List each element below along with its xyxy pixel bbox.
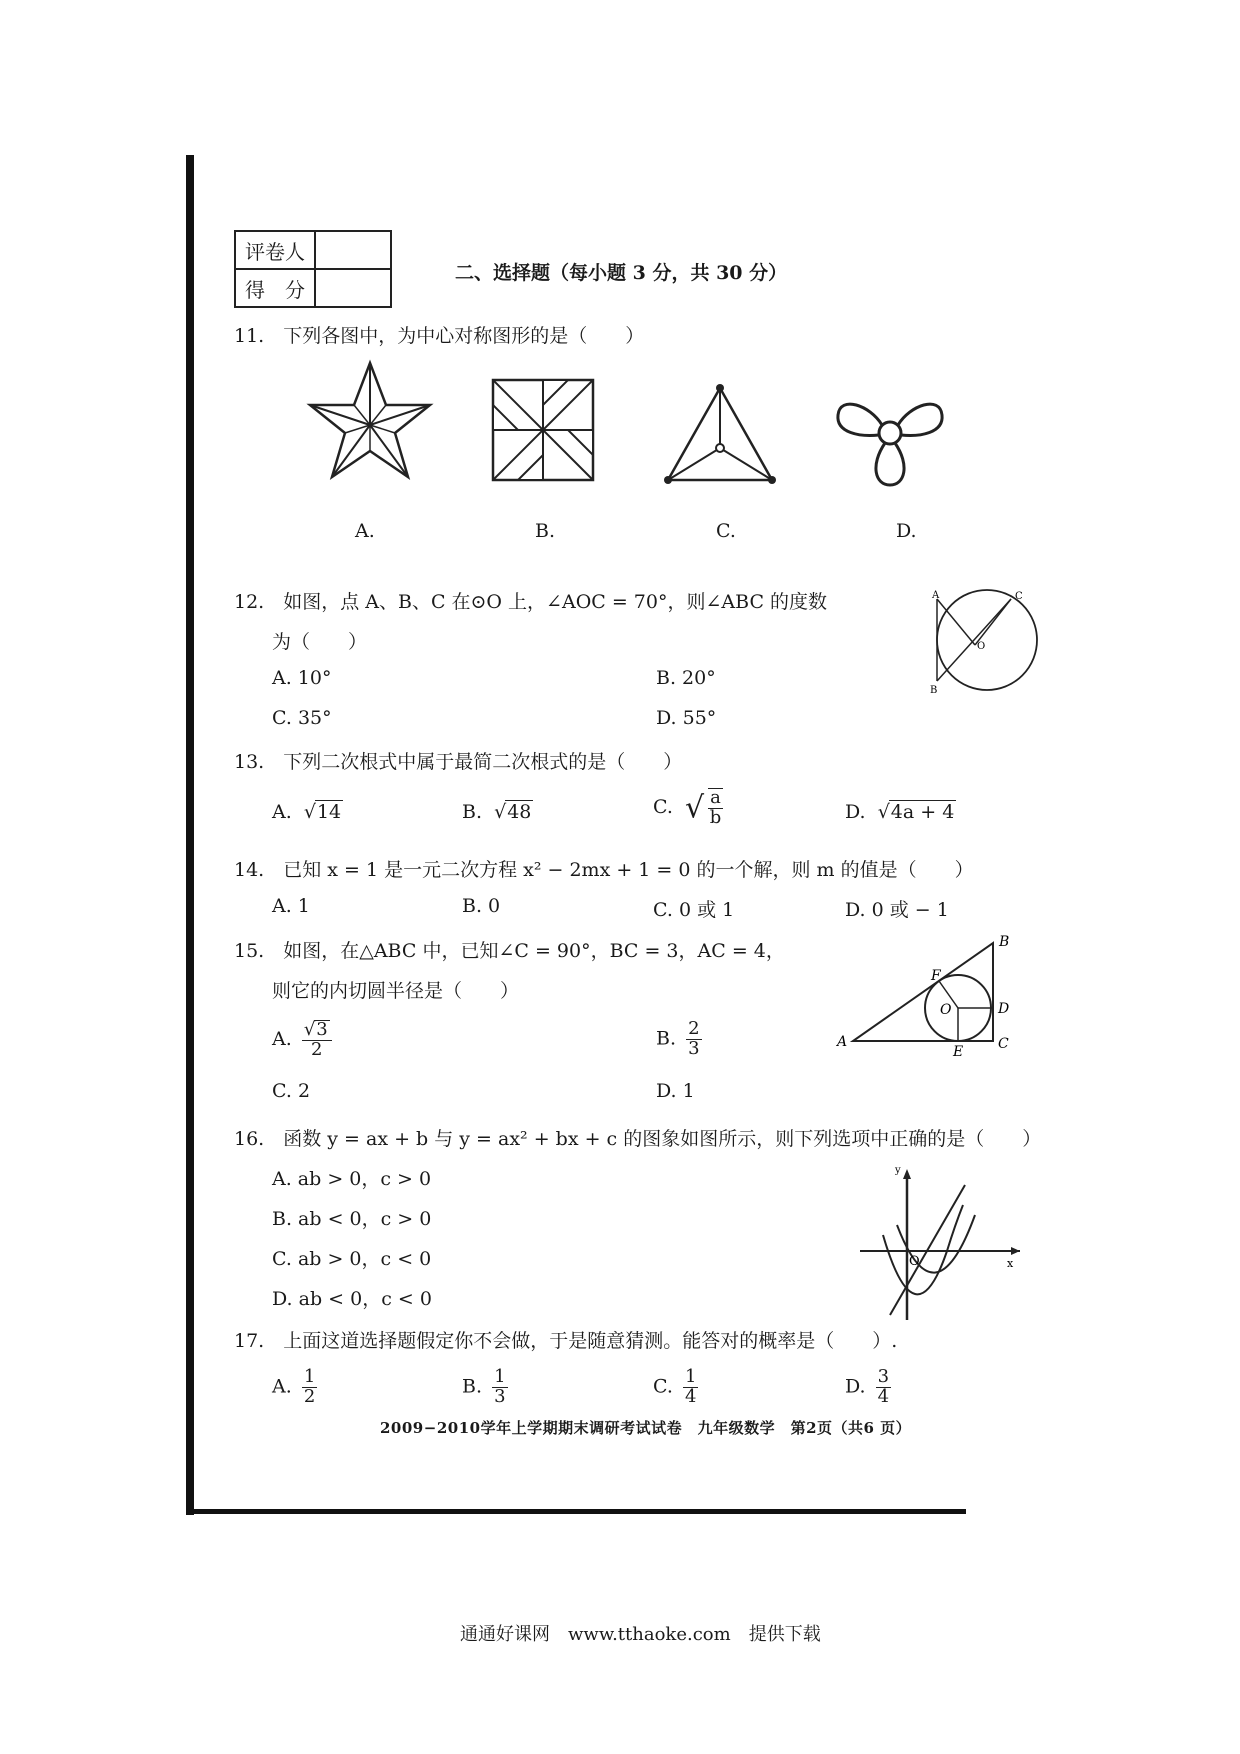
q15-b-numerator: 2 [688, 1018, 700, 1039]
q17-b-denominator: 3 [494, 1385, 506, 1407]
q16-label-o: O [909, 1254, 920, 1269]
q17-c-label: C. [653, 1375, 673, 1398]
q15-label-a: A [837, 1034, 848, 1050]
grader-table [234, 230, 392, 308]
q14-stem: 14. 已知 x = 1 是一元二次方程 x² − 2mx + 1 = 0 的一个解，则 m 的值是（ ） [234, 859, 974, 881]
q15-label-b: B [999, 934, 1010, 950]
section-title: 二、选择题（每小题 3 分，共 30 分） [455, 262, 788, 284]
scan-border-bottom [186, 1509, 966, 1514]
q17-a-numerator: 1 [303, 1366, 316, 1387]
q13-option-d[interactable]: D. √4a + 4 [845, 801, 955, 823]
q11-stem: 11. 下列各图中，为中心对称图形的是（ ） [234, 325, 645, 347]
q15-triangle-figure [825, 928, 1025, 1058]
q13-option-a[interactable]: A. √14 [272, 801, 342, 823]
grader-blank[interactable] [315, 231, 391, 269]
q16-label-x: x [1007, 1257, 1014, 1270]
q16-option-a[interactable]: A. ab > 0，c > 0 [272, 1168, 432, 1190]
score-label: 得 分 [235, 269, 315, 307]
q12-label-o: O [977, 641, 986, 652]
q11-label-c: C. [716, 520, 736, 542]
q17-option-d[interactable] [845, 1368, 891, 1407]
q17-c-numerator: 1 [684, 1366, 697, 1387]
q13-c-numerator: a [710, 787, 721, 808]
q16-stem: 16. 函数 y = ax + b 与 y = ax² + bx + c 的图象如图所示，则下列选项中正确的是（ ） [234, 1128, 1042, 1150]
q17-b-label: B. [462, 1375, 483, 1398]
q14-option-b[interactable]: B. 0 [462, 895, 501, 917]
q12-label-b: B [930, 685, 938, 695]
q17-a-label: A. [272, 1375, 292, 1398]
q14-option-d[interactable]: D. 0 或 − 1 [845, 899, 949, 921]
q17-option-b[interactable] [462, 1368, 508, 1407]
page-footer: 2009−2010学年上学期期末调研考试试卷 九年级数学 第2页（共6 页） [380, 1419, 912, 1437]
q12-option-c[interactable]: C. 35° [272, 707, 332, 729]
q11-figure-fan [830, 385, 950, 495]
q15-b-denominator: 3 [688, 1037, 700, 1059]
q15-option-a[interactable]: A. $\frac{√3}{2}$ [272, 1020, 332, 1060]
q17-a-denominator: 2 [303, 1385, 316, 1407]
q13-option-b[interactable]: B. √48 [462, 801, 532, 823]
q15-stem-line2: 则它的内切圆半径是（ ） [272, 980, 520, 1002]
q12-option-a[interactable]: A. 10° [272, 667, 332, 689]
q13-c-denominator: b [709, 806, 722, 828]
q16-option-d[interactable]: D. ab < 0，c < 0 [272, 1288, 432, 1310]
q16-option-c[interactable]: C. ab > 0，c < 0 [272, 1248, 432, 1270]
q17-d-denominator: 4 [877, 1385, 890, 1407]
q12-label-c: C [1015, 591, 1023, 602]
q13-stem: 13. 下列二次根式中属于最简二次根式的是（ ） [234, 751, 683, 773]
q15-label-d: D [998, 1001, 1010, 1017]
q16-option-b[interactable]: B. ab < 0，c > 0 [272, 1208, 432, 1230]
q15-option-d[interactable]: D. 1 [656, 1080, 695, 1102]
q17-option-c[interactable] [653, 1368, 698, 1407]
q13-b-radicand: 48 [507, 801, 532, 823]
q11-label-d: D. [896, 520, 917, 542]
q13-c-label: C. [653, 795, 673, 818]
q12-option-d[interactable]: D. 55° [656, 707, 717, 729]
q17-d-numerator: 3 [877, 1366, 890, 1387]
q11-label-b: B. [535, 520, 556, 542]
q14-option-a[interactable]: A. 1 [272, 895, 310, 917]
q11-figure-triangle [660, 380, 780, 490]
q15-label-e: E [953, 1044, 964, 1058]
q13-b-label: B. [462, 801, 483, 823]
q13-d-radicand: 4a + 4 [890, 801, 955, 823]
q15-label-f: F [931, 968, 941, 984]
q15-stem-line1: 15. 如图，在△ABC 中，已知∠C = 90°，BC = 3，AC = 4， [234, 940, 785, 962]
q13-a-radicand: 14 [316, 801, 342, 823]
q11-figure-star [300, 355, 440, 490]
q13-option-c[interactable]: C. √ $\frac{a}{b}$ [653, 787, 722, 828]
download-watermark: 通通好课网 www.tthaoke.com 提供下载 [460, 1624, 821, 1645]
q17-b-numerator: 1 [494, 1366, 506, 1387]
q17-d-label: D. [845, 1375, 866, 1398]
q17-option-a[interactable] [272, 1368, 317, 1407]
q16-label-y: y [895, 1165, 901, 1176]
q15-option-c[interactable]: C. 2 [272, 1080, 311, 1102]
q15-a-denominator: 2 [311, 1038, 323, 1060]
q12-stem-line1: 12. 如图，点 A、B、C 在⊙O 上，∠AOC = 70°，则∠ABC 的度数 [234, 591, 828, 613]
q13-a-label: A. [272, 801, 292, 823]
q12-stem-line2: 为（ ） [272, 631, 368, 653]
q15-b-label: B. [656, 1027, 677, 1050]
q15-a-label: A. [272, 1027, 292, 1050]
q12-circle-figure [915, 585, 1065, 695]
q17-stem: 17. 上面这道选择题假定你不会做，于是随意猜测。能答对的概率是（ ）. [234, 1330, 898, 1352]
q14-option-c[interactable]: C. 0 或 1 [653, 899, 735, 921]
q15-label-o: O [940, 1002, 952, 1018]
q12-label-a: A [932, 590, 940, 601]
score-blank[interactable] [315, 269, 391, 307]
q11-figure-pinwheel [488, 375, 598, 485]
q17-c-denominator: 4 [684, 1385, 697, 1407]
grader-label: 评卷人 [235, 231, 315, 269]
scan-border-left [186, 155, 194, 1515]
q15-a-numerator: 3 [316, 1019, 328, 1040]
q12-option-b[interactable]: B. 20° [656, 667, 716, 689]
q11-label-a: A. [355, 520, 375, 542]
q16-graph-figure [855, 1165, 1025, 1325]
q15-option-b[interactable] [656, 1020, 702, 1059]
q15-label-c: C [998, 1036, 1009, 1052]
q13-d-label: D. [845, 801, 866, 823]
